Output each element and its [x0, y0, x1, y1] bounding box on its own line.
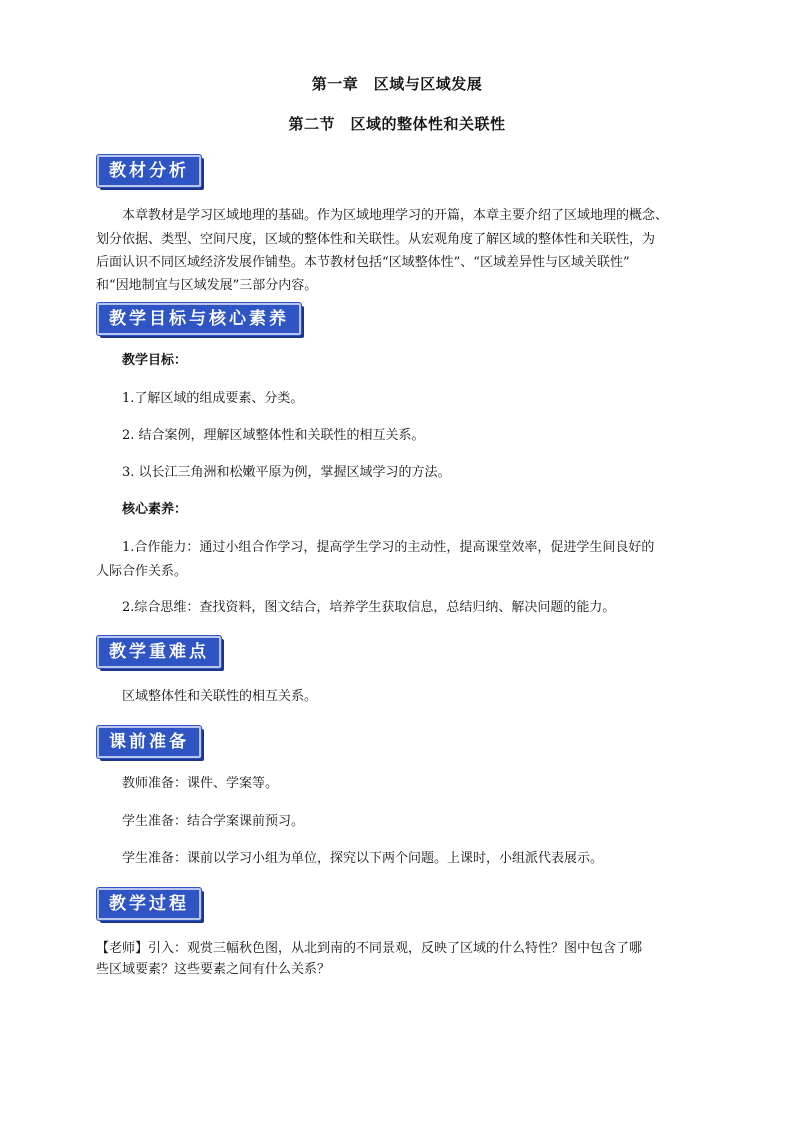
process-line-1: 【老师】引入：观赏三幅秋色图，从北到南的不同景观，反映了区域的什么特性？图中包含了哪 [96, 941, 643, 956]
badge-key-points: 教学重难点 [97, 636, 221, 668]
process-line-2: 些区域要素？这些要素之间有什么关系？ [96, 962, 331, 977]
analysis-line-3: 后面认识不同区域经济发展作铺垫。本节教材包括“区域整体性”、“区域差异性与区域关联性” [96, 255, 630, 270]
badge-process: 教学过程 [97, 888, 201, 920]
section-title: 第二节 区域的整体性和关联性 [288, 115, 506, 133]
core-literacy-1-line-2: 人际合作关系。 [96, 564, 188, 579]
core-literacy-2: 2.综合思维：查找资料，图文结合，培养学生获取信息，总结归纳、解决问题的能力。 [122, 600, 616, 615]
teaching-objective-3: 3. 以长江三角洲和松嫩平原为例，掌握区域学习的方法。 [122, 465, 451, 480]
badge-preparation: 课前准备 [97, 726, 201, 758]
student-preparation-1: 学生准备：结合学案课前预习。 [122, 814, 305, 829]
core-literacy-1-line-1: 1.合作能力：通过小组合作学习，提高学生学习的主动性，提高课堂效率，促进学生间良好的 [122, 540, 655, 555]
analysis-line-4: 和“因地制宜与区域发展”三部分内容。 [96, 278, 318, 293]
core-literacy-heading: 核心素养： [122, 502, 188, 517]
teaching-objectives-heading: 教学目标： [122, 353, 188, 368]
student-preparation-2: 学生准备：课前以学习小组为单位，探究以下两个问题。上课时，小组派代表展示。 [122, 851, 604, 866]
badge-objectives: 教学目标与核心素养 [97, 303, 301, 335]
chapter-title: 第一章 区域与区域发展 [311, 75, 483, 93]
teaching-objective-2: 2. 结合案例，理解区域整体性和关联性的相互关系。 [122, 428, 425, 443]
analysis-line-2: 划分依据、类型、空间尺度，区域的整体性和关联性。从宏观角度了解区域的整体性和关联性，为 [96, 232, 656, 247]
badge-analysis: 教材分析 [97, 155, 201, 187]
key-points-text: 区域整体性和关联性的相互关系。 [122, 689, 318, 704]
teacher-preparation: 教师准备：课件、学案等。 [122, 776, 279, 791]
teaching-objective-1: 1.了解区域的组成要素、分类。 [122, 391, 304, 406]
analysis-line-1: 本章教材是学习区域地理的基础。作为区域地理学习的开篇，本章主要介绍了区域地理的概念、 [122, 208, 669, 223]
